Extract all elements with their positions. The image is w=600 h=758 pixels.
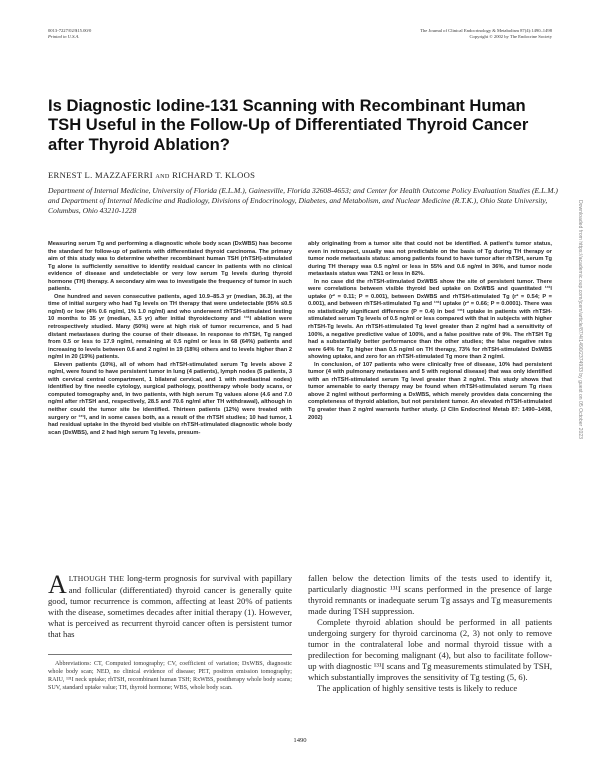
abstract-paragraph: In conclusion, of 107 patients who were clinically free of disease, 10% had persistent tumor (4 with pulmonary metastases and 5 with regional disease) that was only identified with an rhTSH-stimulated serum Tg level greater than 2 ng/ml. This study shows that tumor amenable to early therapy may be found when rhTSH-stimulated serum Tg rises above 2 ng/ml without performing a DxWBS, which merely provides data concerning the completeness of thyroid ablation, but not persistent tumor. An elevated rhTSH-stimulated Tg greater than 2 ng/ml warrants further study. (J Clin Endocrinol Metab 87: 1490–1498, 2002) [308, 361, 552, 421]
author-2: RICHARD T. KLOOS [172, 170, 256, 180]
body-left-column [48, 570, 292, 640]
issn-line: 0013-7227/02/$15.00/0 [48, 28, 92, 33]
journal-citation: The Journal of Clinical Endocrinology & Metabolism 87(4):1490–1498 [420, 28, 552, 33]
author-1: ERNEST L. MAZZAFERRI [48, 170, 153, 180]
abstract-paragraph: Eleven patients (10%), all of whom had rhTSH-stimulated serum Tg levels above 2 ng/ml, were found to have persistent tumor in lung (4 patients), lymph nodes (5 patients, 3 with cervical central compartment, 1 bilateral cervical, and 1 with mediastinal nodes) identified by fine needle cytology, surgical pathology, posttherapy whole body scans, or computed tomography and, in two patients, with high serum Tg values alone (4.6 and 7.0 ng/ml after rhTSH and, respectively, 28.5 and 70.6 ng/ml after TH withdrawal), although in neither could the tumor site be identified. Thirteen patients (12%) were treated with surgery or ¹³¹I, and in some cases both, as a result of the rhTSH studies; 10 had tumor, 1 had residual uptake in the thyroid bed visible on rhTSH-stimulated diagnostic whole body scan (DxWBS), and 2 had high serum Tg levels, presum- [48, 361, 292, 436]
copyright-line: Copyright © 2002 by The Endocrine Society [469, 34, 552, 40]
body-paragraph: The application of highly sensitive tests is likely to reduce [317, 682, 518, 693]
download-watermark-text: Downloaded from https://academic.oup.com/jcem/article/87/4/1490/2374933 by guest on 05 October 2023 [577, 200, 583, 439]
body-right-column [308, 573, 552, 693]
journal-header [420, 28, 552, 40]
abstract-paragraph: ably originating from a tumor site that could not be identified. A patient's tumor status, even in retrospect, usually was not predictable on the basis of Tg during TH therapy or tumor node metastasis status: among patients found to have tumor after rhTSH, serum Tg during TH therapy was 0.5 ng/ml or less in 55% and 0.6 ng/ml in 36%, and tumor node metastasis status was T2N1 or less in 82%. [308, 241, 552, 278]
author-conjunction: AND [155, 173, 170, 180]
lead-in: LTHOUGH THE [68, 574, 125, 583]
printed-in-line: Printed in U.S.A. [48, 34, 80, 40]
affiliations: Department of Internal Medicine, University of Florida (E.L.M.), Gainesville, Florida 32608-4653; and Center for Health Outcome Policy Evaluation Studies (E.L.M.) and Department of Internal Medicine and Radiology, Divisions of Endocrinology, Diabetes, and Metabolism, and Nuclear Medicine (R.T.K.), Ohio State University, Columbus, Ohio 43210-1228 [48, 186, 558, 216]
abstract-paragraph: Measuring serum Tg and performing a diagnostic whole body scan (DxWBS) has become the standard for follow-up of patients with differentiated thyroid carcinoma. The primary aim of this study was to determine whether recombinant human TSH (rhTSH)-stimulated Tg alone is sufficiently sensitive to identify residual cancer in patients with no clinical evidence of disease and undetectable or very low serum Tg levels during thyroid hormone (TH) therapy. A secondary aim was to investigate the frequency of tumor in such patients. [48, 241, 292, 293]
journal-codes [48, 28, 91, 40]
abstract-left-column [48, 241, 292, 437]
abstract-paragraph: One hundred and seven consecutive patients, aged 10.9–85.3 yr (median, 36.3), at the time of initial surgery who had Tg levels on TH therapy that were undetectable (95% ≤0.5 ng/ml) or low (4% 0.6 ng/ml, 1% 1.0 ng/ml) and who underwent rhTSH-stimulated testing 10 months to 35 yr (median, 3.5 yr) after initial thyroidectomy and ¹³¹I ablation were retrospectively studied. Many (50%) were at high risk of tumor recurrence, and 5 had distant metastases during the course of their disease. In response to rhTSH, Tg ranged from 0.5 or less to 17.9 ng/ml, remaining at 0.5 ng/ml or less in 68 (64%) patients and increasing to levels between 0.6 and 2 ng/ml in 19 (18%) others and to levels higher than 2 ng/ml in 20 (19%) patients. [48, 293, 292, 361]
footnote-text: Abbreviations: CT, Computed tomography; CV, coefficient of variation; DxWBS, diagnostic whole body scan; NED, no clinical evidence of disease; PET, positron emission tomography; RAIU, ¹³¹I neck uptake; rhTSH, recombinant human TSH; RxWBS, posttherapy whole body scans; SUV, standard uptake value; TH, thyroid hormone; WBS, whole body scan. [48, 661, 292, 691]
page-number: 1490 [293, 737, 307, 744]
article-title: Is Diagnostic Iodine-131 Scanning with Recombinant Human TSH Useful in the Follow-Up of Differentiated Thyroid Cancer after Thyroid Ablation? [48, 96, 529, 154]
abstract-paragraph: In no case did the rhTSH-stimulated DxWBS show the site of persistent tumor. There were correlations between visible thyroid bed uptake on DxWBS and quantitated ¹³¹I uptake (r² = 0.11; P = 0.001), between DxWBS and rhTSH-stimulated Tg (r² = 0.54; P = 0.001), and between rhTSH-stimulated Tg and ¹³¹I uptake (r² = 0.66; P = 0.0001). There was no statistically significant difference (P = 0.4) in bed ¹³¹I uptake in patients with rhTSH-stimulated serum Tg levels of 0.5 ng/ml or less compared with that in subjects with higher rhTSH-Tg levels. An rhTSH-stimulated Tg level greater than 2 ng/ml had a sensitivity of 100%, a negative predictive value of 100%, and a false positive rate of 9%. The rhTSH Tg had a substantially better performance than the other studies; the false negative rates were 64% for Tg higher than 0.5 ng/ml on TH therapy, 73% for rhTSH-stimulated DxWBS showing uptake, and zero for an rhTSH-stimulated Tg more than 2 ng/ml. [308, 278, 552, 361]
abbreviations-footnote [48, 654, 292, 693]
body-paragraph: fallen below the detection limits of the tests used to identify it, particularly diagnostic ¹³¹I scans performed in the presence of large thyroid remnants or inadequate serum Tg assays and Tg measurements made during TSH suppression. [308, 573, 552, 616]
abstract-right-column [308, 241, 552, 422]
author-line [48, 170, 255, 180]
body-paragraph: long-term prognosis for survival with papillary and follicular (differentiated) thyroid cancer is generally quite good, tumor recurrence is common, affecting at least 20% of patients with the disease, sometimes decades after initial therapy (1). However, what is perceived as recurrent thyroid cancer often is persistent tumor that has [48, 573, 292, 639]
download-watermark [573, 200, 585, 720]
drop-cap: A [48, 570, 67, 599]
body-paragraph: Complete thyroid ablation should be performed in all patients undergoing surgery for thyroid carcinoma (2, 3) not only to remove tumor in the contralateral lobe and normal thyroid tissue with a predilection for becoming malignant (4), but also to facilitate follow-up with diagnostic ¹³¹I scans and Tg measurements stimulated by TSH, which substantially improves the sensitivity of Tg testing (5, 6). [308, 616, 552, 682]
